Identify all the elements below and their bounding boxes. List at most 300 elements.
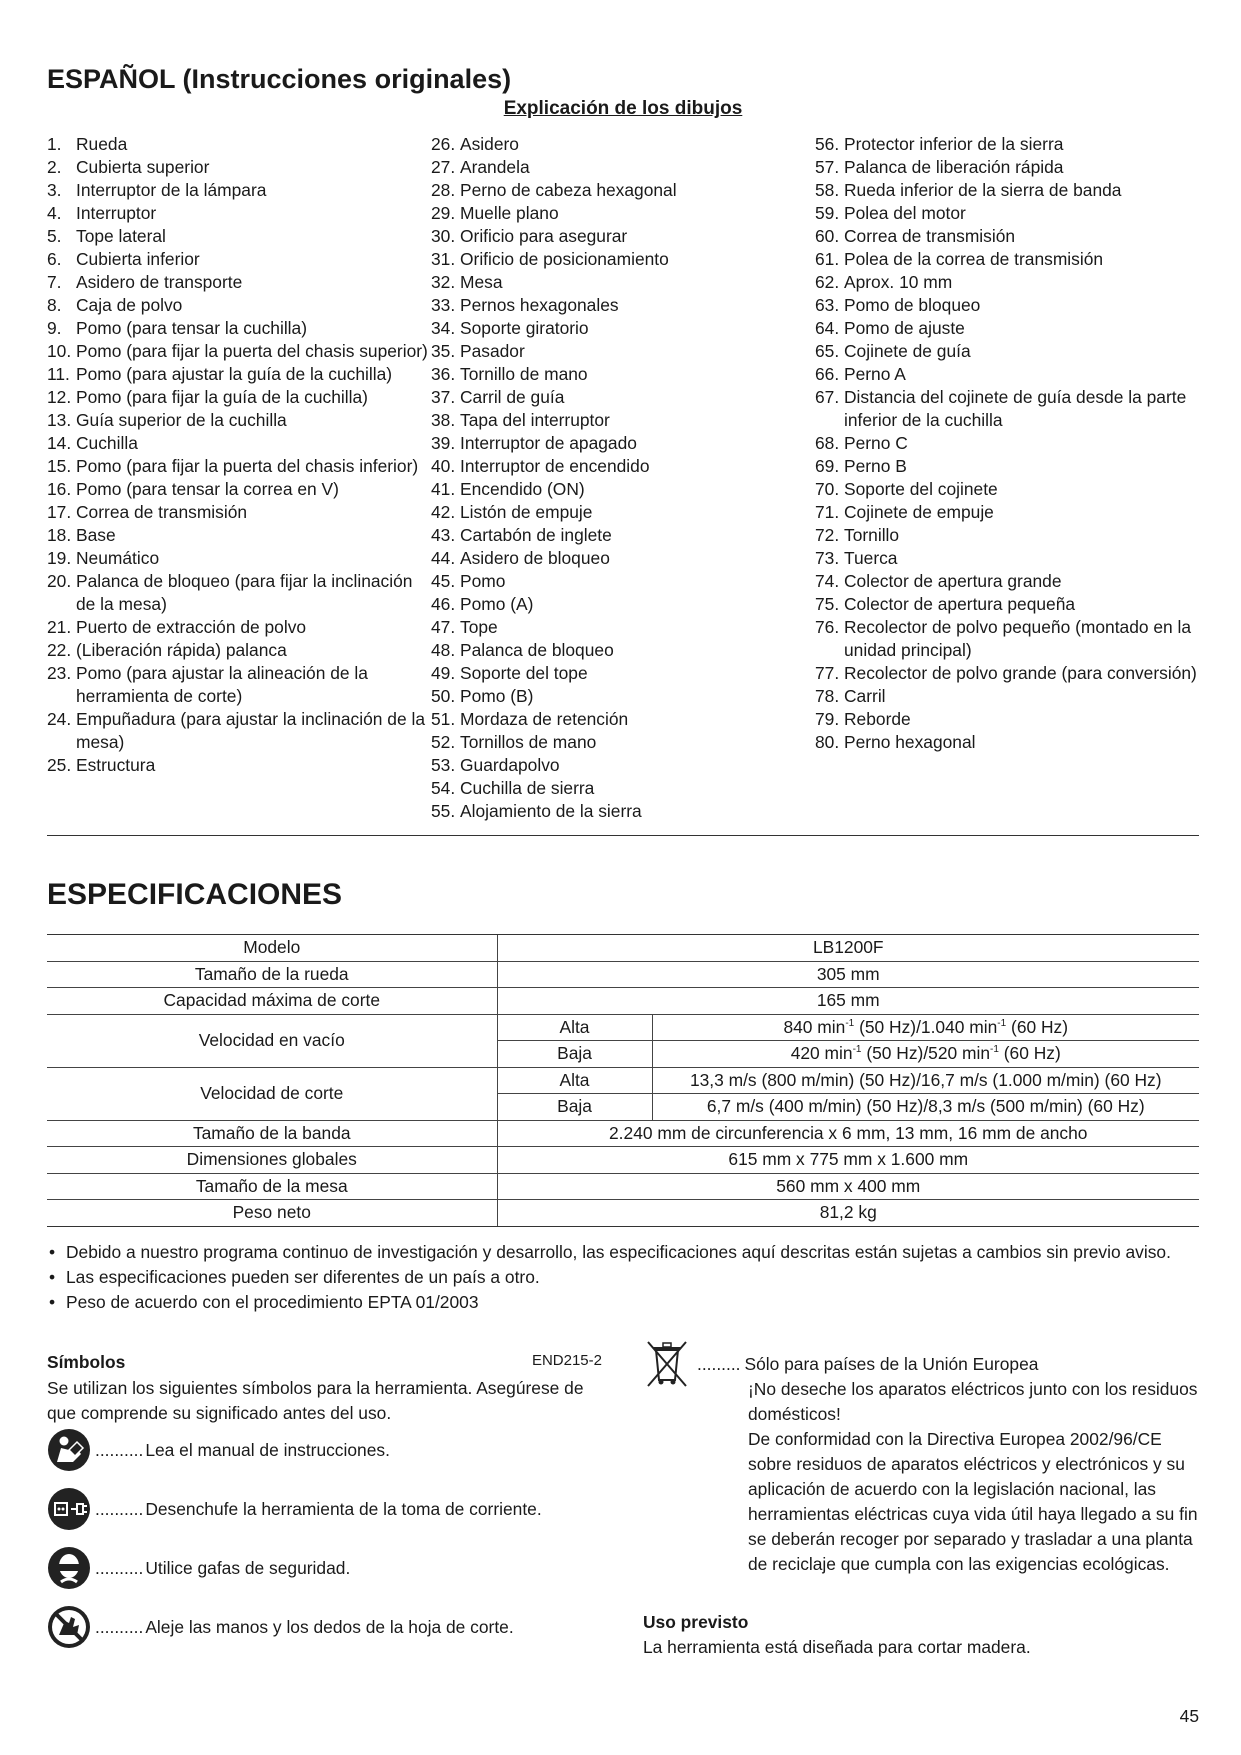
part-item [47, 248, 431, 271]
part-item [47, 478, 431, 501]
part-number: 23. [47, 663, 72, 683]
part-number: 17. [47, 502, 72, 522]
part-number: 38. [431, 410, 456, 430]
part-name: Soporte del tope [460, 663, 588, 683]
part-name: Pasador [460, 341, 525, 361]
part-item [815, 547, 1199, 570]
part-name: Pernos hexagonales [460, 295, 619, 315]
part-name: Pomo (para tensar la cuchilla) [76, 318, 308, 338]
part-item [431, 593, 815, 616]
part-number: 19. [47, 548, 72, 568]
part-name: Interruptor [76, 203, 157, 223]
part-number: 11. [47, 364, 70, 384]
weee-body: De conformidad con la Directiva Europea 2002/96/CE sobre residuos de aparatos eléctricos y electrónicos y su aplicación de acuerdo con la legislación nacional, las herramientas eléctricas cuya vida útil haya llegado a su fin se deberán recoger por separado y trasladar a una planta de reciclaje que cumpla con las exigencias ecológicas. [748, 1429, 1198, 1574]
spec-value: 6,7 m/s (400 m/min) (50 Hz)/8,3 m/s (500 m/min) (60 Hz) [652, 1094, 1199, 1121]
spec-row-table-size [47, 1173, 1199, 1200]
specs-title: ESPECIFICACIONES [47, 878, 343, 911]
symbols-code: END215-2 [531, 1352, 602, 1369]
part-name: Aprox. 10 mm [844, 272, 953, 292]
spec-sublabel: Alta [497, 1014, 652, 1041]
part-item [815, 294, 1199, 317]
part-item [47, 616, 431, 639]
part-item [431, 432, 815, 455]
part-name: Polea de la correa de transmisión [844, 249, 1104, 269]
part-item [431, 754, 815, 777]
part-item [815, 202, 1199, 225]
part-item [47, 202, 431, 225]
part-item [47, 363, 431, 386]
part-item [431, 616, 815, 639]
weee-lead: Sólo para países de la Unión Europea [744, 1354, 1039, 1374]
part-name: Tuerca [844, 548, 898, 568]
part-item [815, 570, 1199, 593]
part-name: Alojamiento de la sierra [460, 801, 642, 821]
part-number: 60. [815, 226, 840, 246]
part-name: Pomo (para fijar la puerta del chasis superior) [76, 341, 428, 361]
part-item [47, 570, 431, 616]
part-item [815, 432, 1199, 455]
part-item [815, 179, 1199, 202]
part-item [431, 340, 815, 363]
part-item [431, 294, 815, 317]
keep-hands-away-icon [47, 1605, 91, 1649]
unplug-icon [47, 1487, 91, 1531]
part-name: Recolector de polvo pequeño (montado en la unidad principal) [844, 617, 1192, 660]
part-item [815, 616, 1199, 662]
part-item [815, 156, 1199, 179]
spec-sublabel: Alta [497, 1067, 652, 1094]
part-number: 33. [431, 295, 456, 315]
part-name: Tapa del interruptor [460, 410, 610, 430]
spec-value: LB1200F [497, 935, 1199, 962]
part-name: Perno hexagonal [844, 732, 976, 752]
part-name: Colector de apertura grande [844, 571, 1062, 591]
part-name: Pomo de bloqueo [844, 295, 981, 315]
part-item [47, 639, 431, 662]
part-number: 68. [815, 433, 840, 453]
symbols-title: Símbolos [47, 1352, 126, 1372]
part-item [815, 478, 1199, 501]
part-name: Tope [460, 617, 498, 637]
part-name: Soporte del cojinete [844, 479, 998, 499]
part-number: 29. [431, 203, 456, 223]
spec-label: Velocidad en vacío [47, 1014, 497, 1067]
parts-list [47, 133, 1199, 823]
part-item [431, 547, 815, 570]
part-item [815, 501, 1199, 524]
part-name: Puerto de extracción de polvo [76, 617, 307, 637]
part-name: Protector inferior de la sierra [844, 134, 1064, 154]
parts-column-3 [815, 133, 1199, 823]
note-item: • Debido a nuestro programa continuo de investigación y desarrollo, las especificaciones aquí descritas están sujetas a cambios sin previo aviso. [47, 1240, 1199, 1265]
symbols-intro: Se utilizan los siguientes símbolos para la herramienta. Asegúrese de que comprende su significado antes del uso. [47, 1378, 584, 1423]
symbol-text: Lea el manual de instrucciones. [145, 1439, 390, 1460]
part-name: Pomo de ajuste [844, 318, 965, 338]
part-item [815, 317, 1199, 340]
part-number: 47. [431, 617, 456, 637]
spec-value: 81,2 kg [497, 1200, 1199, 1227]
part-number: 1. [47, 134, 62, 154]
part-number: 26. [431, 134, 456, 154]
part-name: Guía superior de la cuchilla [76, 410, 287, 430]
spec-label: Dimensiones globales [47, 1147, 497, 1174]
page-number: 45 [1179, 1706, 1199, 1726]
part-number: 67. [815, 387, 840, 407]
part-number: 80. [815, 732, 840, 752]
part-item [47, 524, 431, 547]
part-name: Orificio para asegurar [460, 226, 628, 246]
part-name: Pomo (B) [460, 686, 534, 706]
part-number: 57. [815, 157, 840, 177]
part-item [431, 156, 815, 179]
part-number: 75. [815, 594, 840, 614]
part-item [431, 731, 815, 754]
part-number: 14. [47, 433, 72, 453]
part-number: 31. [431, 249, 456, 269]
part-item [815, 524, 1199, 547]
manual-page [47, 0, 1199, 1755]
part-item [815, 662, 1199, 685]
part-item [815, 731, 1199, 754]
part-number: 70. [815, 479, 840, 499]
part-item [431, 409, 815, 432]
part-name: Perno de cabeza hexagonal [460, 180, 677, 200]
part-name: Pomo [460, 571, 506, 591]
part-item [47, 501, 431, 524]
part-number: 27. [431, 157, 456, 177]
symbol-text: Aleje las manos y los dedos de la hoja de corte. [145, 1616, 514, 1637]
part-item [431, 179, 815, 202]
part-number: 2. [47, 157, 62, 177]
weee-line2: ¡No deseche los aparatos eléctricos junto con los residuos domésticos! [748, 1379, 1198, 1424]
weee-notice: ......... Sólo para países de la Unión Europea ¡No deseche los aparatos eléctricos junto con los residuos domésticos! De conformidad con la Directiva Europea 2002/96/CE sobre residuos de aparatos eléctricos y electrónicos y su aplicación de acuerdo con la legislación nacional, las herramientas eléctricas cuya vida útil haya llegado a su fin se deberán recoger por separado y trasladar a una planta de reciclaje que cumpla con las exigencias ecológicas. [697, 1352, 1199, 1577]
part-number: 59. [815, 203, 840, 223]
part-item [815, 340, 1199, 363]
part-name: Palanca de bloqueo [460, 640, 614, 660]
part-item [47, 179, 431, 202]
part-item [47, 271, 431, 294]
part-name: Cubierta inferior [76, 249, 200, 269]
part-name: Listón de empuje [460, 502, 593, 522]
part-number: 9. [47, 318, 62, 338]
symbol-text: Utilice gafas de seguridad. [145, 1557, 351, 1578]
part-name: Rueda [76, 134, 128, 154]
symbol-row: .......... Aleje las manos y los dedos de la hoja de corte. [47, 1605, 607, 1649]
spec-row-cut-capacity [47, 988, 1199, 1015]
part-number: 36. [431, 364, 456, 384]
spec-value: 305 mm [497, 961, 1199, 988]
part-number: 44. [431, 548, 456, 568]
note-item: • Las especificaciones pueden ser diferentes de un país a otro. [47, 1265, 1199, 1290]
part-name: Encendido (ON) [460, 479, 585, 499]
part-item [431, 386, 815, 409]
part-number: 53. [431, 755, 456, 775]
part-item [431, 570, 815, 593]
part-item [431, 800, 815, 823]
part-item [431, 271, 815, 294]
part-number: 78. [815, 686, 840, 706]
part-number: 40. [431, 456, 456, 476]
crossed-bin-icon [644, 1336, 690, 1388]
part-item [47, 225, 431, 248]
part-name: Base [76, 525, 116, 545]
part-number: 16. [47, 479, 72, 499]
part-name: Mordaza de retención [460, 709, 629, 729]
part-name: Soporte giratorio [460, 318, 589, 338]
part-number: 63. [815, 295, 840, 315]
part-item [431, 455, 815, 478]
part-name: Perno C [844, 433, 908, 453]
part-name: Pomo (para ajustar la guía de la cuchilla) [76, 364, 393, 384]
spec-value: 165 mm [497, 988, 1199, 1015]
part-number: 28. [431, 180, 456, 200]
spec-value: 2.240 mm de circunferencia x 6 mm, 13 mm, 16 mm de ancho [497, 1120, 1199, 1147]
part-name: Neumático [76, 548, 160, 568]
part-name: (Liberación rápida) palanca [76, 640, 287, 660]
part-item [431, 685, 815, 708]
part-name: Empuñadura (para ajustar la inclinación de la mesa) [76, 709, 425, 752]
part-item [47, 156, 431, 179]
spec-label: Tamaño de la mesa [47, 1173, 497, 1200]
spec-sublabel: Baja [497, 1041, 652, 1068]
part-number: 74. [815, 571, 840, 591]
part-name: Estructura [76, 755, 156, 775]
part-name: Arandela [460, 157, 530, 177]
part-number: 20. [47, 571, 72, 591]
part-number: 58. [815, 180, 840, 200]
spec-row-weight [47, 1200, 1199, 1227]
part-name: Tornillo [844, 525, 900, 545]
part-name: Caja de polvo [76, 295, 183, 315]
part-number: 64. [815, 318, 840, 338]
part-item [815, 133, 1199, 156]
part-name: Tornillo de mano [460, 364, 588, 384]
part-number: 7. [47, 272, 62, 292]
spec-label: Velocidad de corte [47, 1067, 497, 1120]
part-item [815, 685, 1199, 708]
part-number: 35. [431, 341, 456, 361]
part-name: Cuchilla [76, 433, 138, 453]
intended-use-title: Uso previsto [643, 1612, 749, 1632]
spec-label: Tamaño de la banda [47, 1120, 497, 1147]
part-name: Interruptor de apagado [460, 433, 637, 453]
parts-column-1 [47, 133, 431, 823]
part-item [431, 639, 815, 662]
part-number: 5. [47, 226, 62, 246]
part-item [431, 317, 815, 340]
part-number: 15. [47, 456, 72, 476]
part-number: 72. [815, 525, 840, 545]
part-number: 8. [47, 295, 62, 315]
symbol-row: .......... Desenchufe la herramienta de la toma de corriente. [47, 1487, 607, 1531]
part-number: 76. [815, 617, 840, 637]
part-number: 42. [431, 502, 456, 522]
spec-label: Peso neto [47, 1200, 497, 1227]
part-number: 30. [431, 226, 456, 246]
spec-label: Capacidad máxima de corte [47, 988, 497, 1015]
part-number: 52. [431, 732, 456, 752]
symbol-text: Desenchufe la herramienta de la toma de corriente. [145, 1498, 542, 1519]
safety-glasses-icon [47, 1546, 91, 1590]
part-number: 43. [431, 525, 456, 545]
part-number: 6. [47, 249, 62, 269]
part-item [815, 593, 1199, 616]
part-number: 4. [47, 203, 62, 223]
part-item [47, 340, 431, 363]
part-name: Cartabón de inglete [460, 525, 612, 545]
part-item [815, 248, 1199, 271]
specifications-table [47, 934, 1199, 1227]
part-number: 54. [431, 778, 456, 798]
part-name: Mesa [460, 272, 503, 292]
spec-label: Tamaño de la rueda [47, 961, 497, 988]
part-item [431, 708, 815, 731]
part-name: Asidero [460, 134, 519, 154]
part-name: Perno A [844, 364, 906, 384]
part-number: 13. [47, 410, 72, 430]
spec-value: 840 $\min^{-1} (50$ Hz)/1.040 $\min^{-1} (60$ Hz) [652, 1014, 1199, 1041]
part-number: 71. [815, 502, 840, 522]
part-name: Pomo (para fijar la guía de la cuchilla) [76, 387, 368, 407]
part-name: Correa de transmisión [844, 226, 1016, 246]
part-name: Cojinete de empuje [844, 502, 994, 522]
part-name: Pomo (para fijar la puerta del chasis inferior) [76, 456, 419, 476]
part-name: Asidero de transporte [76, 272, 243, 292]
part-name: Guardapolvo [460, 755, 560, 775]
spec-notes [47, 1240, 1199, 1315]
part-item [47, 754, 431, 777]
part-number: 46. [431, 594, 456, 614]
part-item [431, 363, 815, 386]
part-name: Cuchilla de sierra [460, 778, 595, 798]
part-number: 61. [815, 249, 840, 269]
part-item [47, 662, 431, 708]
part-item [815, 363, 1199, 386]
part-item [815, 225, 1199, 248]
part-item [815, 455, 1199, 478]
spec-row-dimensions [47, 1147, 1199, 1174]
part-name: Rueda inferior de la sierra de banda [844, 180, 1122, 200]
parts-column-2 [431, 133, 815, 823]
part-name: Polea del motor [844, 203, 966, 223]
part-number: 56. [815, 134, 840, 154]
part-number: 18. [47, 525, 72, 545]
part-number: 3. [47, 180, 62, 200]
part-item [47, 432, 431, 455]
drawings-subtitle: Explicación de los dibujos [503, 98, 743, 119]
part-name: Distancia del cojinete de guía desde la parte inferior de la cuchilla [844, 387, 1187, 430]
part-name: Orificio de posicionamiento [460, 249, 669, 269]
part-number: 77. [815, 663, 840, 683]
part-number: 48. [431, 640, 456, 660]
intended-use-text: La herramienta está diseñada para cortar madera. [643, 1637, 1031, 1657]
part-name: Perno B [844, 456, 907, 476]
part-item [431, 202, 815, 225]
part-item [431, 133, 815, 156]
part-name: Recolector de polvo grande (para conversión) [844, 663, 1197, 683]
part-number: 12. [47, 387, 72, 407]
part-item [47, 317, 431, 340]
part-name: Cubierta superior [76, 157, 210, 177]
part-number: 41. [431, 479, 456, 499]
page-title: ESPAÑOL (Instrucciones originales) [47, 64, 512, 94]
section-divider [47, 835, 1199, 836]
part-name: Tope lateral [76, 226, 166, 246]
part-name: Reborde [844, 709, 911, 729]
part-number: 49. [431, 663, 456, 683]
part-item [47, 294, 431, 317]
part-item [47, 455, 431, 478]
spec-row-cutspeed-high [47, 1067, 1199, 1094]
spec-value: 615 mm x 775 mm x 1.600 mm [497, 1147, 1199, 1174]
spec-row-wheel [47, 961, 1199, 988]
part-item [815, 708, 1199, 731]
part-item [431, 501, 815, 524]
part-number: 37. [431, 387, 456, 407]
part-number: 45. [431, 571, 456, 591]
part-number: 66. [815, 364, 840, 384]
part-number: 32. [431, 272, 456, 292]
part-name: Interruptor de encendido [460, 456, 650, 476]
part-name: Pomo (A) [460, 594, 534, 614]
part-number: 22. [47, 640, 72, 660]
part-name: Carril [844, 686, 886, 706]
part-number: 65. [815, 341, 840, 361]
spec-label: Modelo [47, 935, 497, 962]
part-item [431, 524, 815, 547]
part-number: 10. [47, 341, 72, 361]
part-item [47, 708, 431, 754]
symbol-row: .......... Utilice gafas de seguridad. [47, 1546, 607, 1590]
part-item [431, 248, 815, 271]
part-item [431, 225, 815, 248]
part-name: Colector de apertura pequeña [844, 594, 1076, 614]
part-name: Correa de transmisión [76, 502, 248, 522]
part-number: 62. [815, 272, 840, 292]
spec-row-band [47, 1120, 1199, 1147]
spec-row-model [47, 935, 1199, 962]
part-item [815, 271, 1199, 294]
part-name: Carril de guía [460, 387, 565, 407]
part-item [815, 386, 1199, 432]
part-name: Cojinete de guía [844, 341, 971, 361]
part-number: 51. [431, 709, 456, 729]
spec-row-noload-high [47, 1014, 1199, 1041]
part-item [431, 478, 815, 501]
part-number: 79. [815, 709, 840, 729]
part-number: 21. [47, 617, 72, 637]
part-number: 55. [431, 801, 456, 821]
part-number: 69. [815, 456, 840, 476]
spec-value: 420 $\min^{-1} (50$ Hz)/520 $\min^{-1} (60$ Hz) [652, 1041, 1199, 1068]
part-name: Pomo (para ajustar la alineación de la herramienta de corte) [76, 663, 368, 706]
note-item: • Peso de acuerdo con el procedimiento EPTA 01/2003 [47, 1290, 1199, 1315]
part-number: 25. [47, 755, 72, 775]
spec-value: 560 mm x 400 mm [497, 1173, 1199, 1200]
part-item [431, 662, 815, 685]
part-name: Tornillos de mano [460, 732, 597, 752]
part-name: Palanca de liberación rápida [844, 157, 1064, 177]
part-number: 39. [431, 433, 456, 453]
symbol-row: .......... Lea el manual de instrucciones. [47, 1428, 607, 1472]
part-item [47, 547, 431, 570]
part-name: Asidero de bloqueo [460, 548, 610, 568]
part-name: Interruptor de la lámpara [76, 180, 267, 200]
spec-value: 13,3 m/s (800 m/min) (50 Hz)/16,7 m/s (1.000 m/min) (60 Hz) [652, 1067, 1199, 1094]
part-name: Muelle plano [460, 203, 559, 223]
part-item [47, 409, 431, 432]
spec-sublabel: Baja [497, 1094, 652, 1121]
